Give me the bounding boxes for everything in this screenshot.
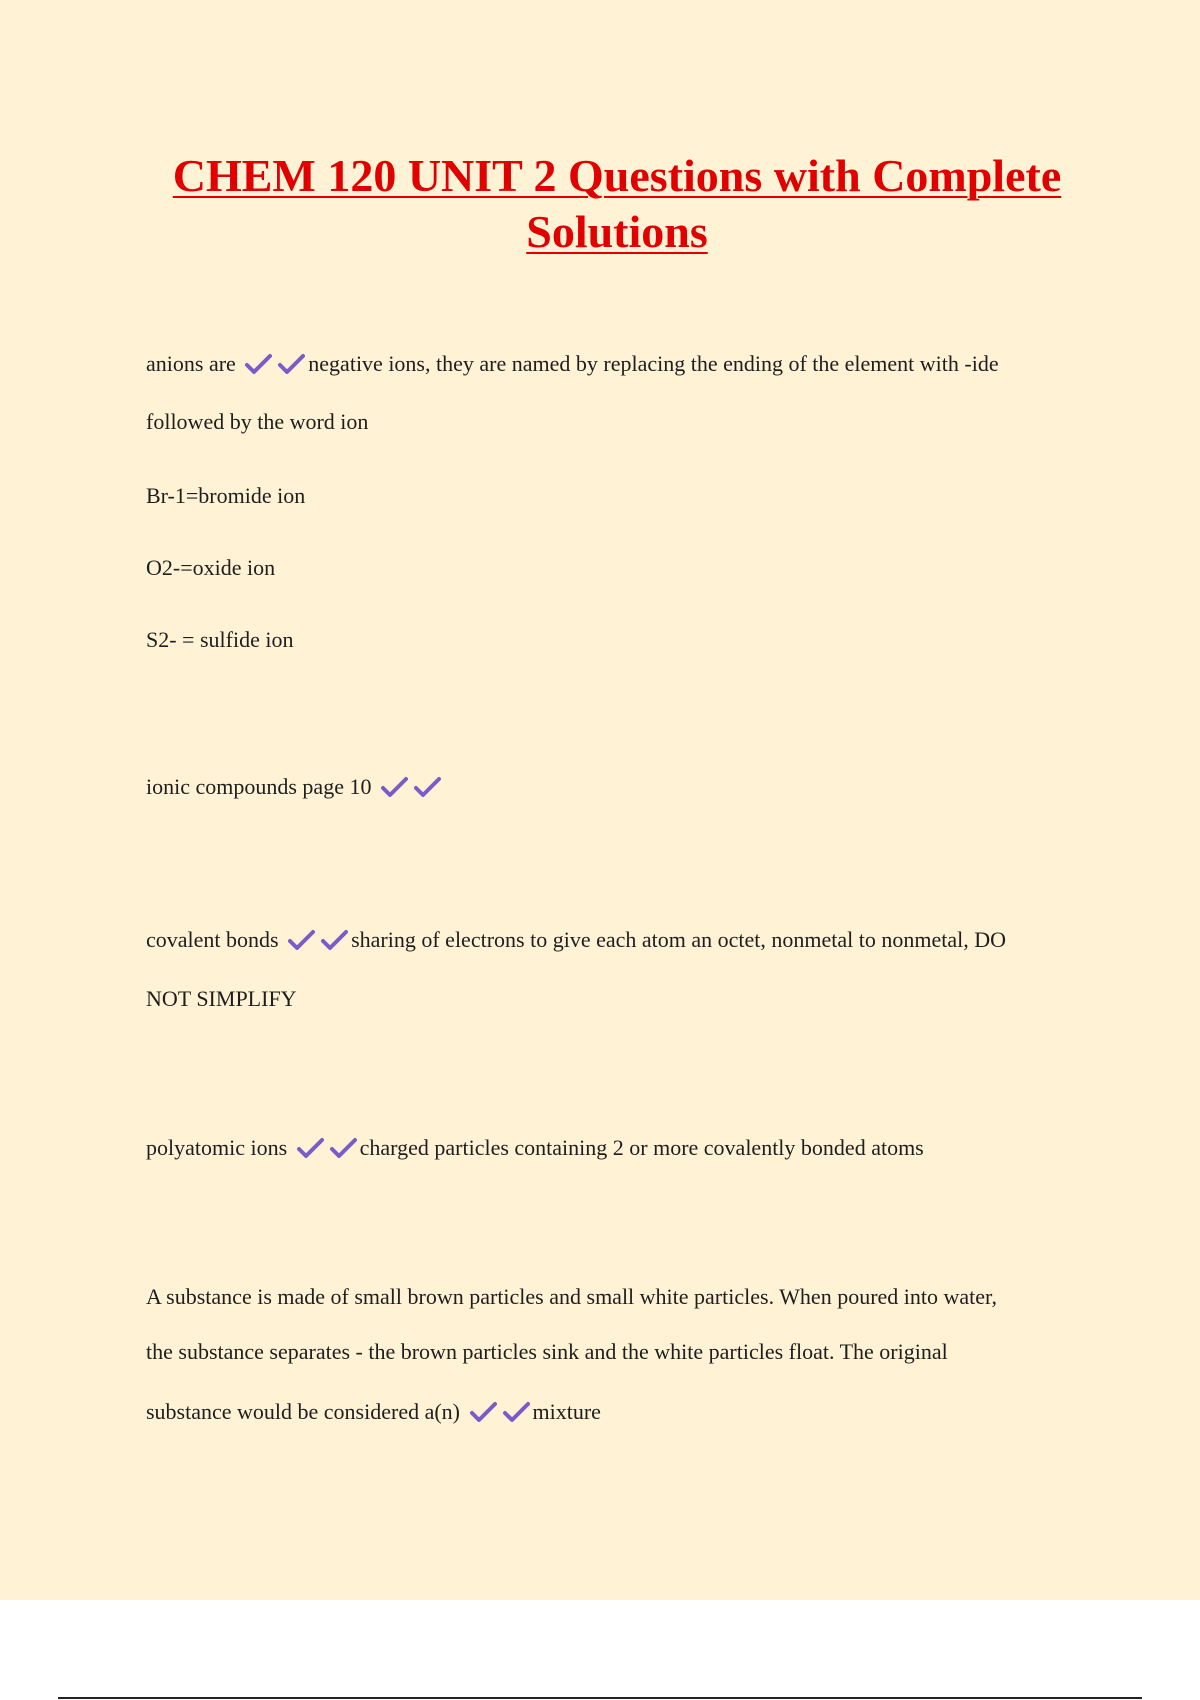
question-text: ionic compounds page 10	[146, 774, 372, 799]
answer-text: charged particles containing 2 or more covalently bonded atoms	[359, 1135, 924, 1160]
qa-substance-line1: A substance is made of small brown particles and small white particles. When poured into water,	[146, 1284, 997, 1309]
qa-substance-line3	[146, 1397, 601, 1427]
answer-continuation: NOT SIMPLIFY	[146, 986, 297, 1011]
answer-continuation: followed by the word ion	[146, 409, 369, 434]
checkmark-icon	[414, 776, 441, 798]
example-oxide: O2-=oxide ion	[146, 555, 276, 580]
answer-text: sharing of electrons to give each atom an octet, nonmetal to nonmetal, DO	[351, 927, 1007, 952]
question-text: substance would be considered a(n)	[146, 1399, 461, 1424]
question-text: polyatomic ions	[146, 1135, 288, 1160]
answer-text: negative ions, they are named by replacing the ending of the element with -ide	[308, 351, 999, 376]
checkmark-icon	[330, 1137, 357, 1159]
checkmark-icon	[321, 929, 348, 951]
checkmark-icon	[245, 353, 272, 375]
qa-covalent-line1	[146, 925, 1006, 955]
checkmark-icon	[297, 1137, 324, 1159]
checkmark-icon	[278, 353, 305, 375]
example-sulfide: S2- = sulfide ion	[146, 627, 294, 652]
qa-substance-line2: the substance separates - the brown particles sink and the white particles float. The original	[146, 1339, 948, 1364]
qa-ionic-compounds	[146, 772, 441, 802]
checkmark-icon	[470, 1401, 497, 1423]
qa-polyatomic	[146, 1133, 924, 1163]
checkmark-icon	[288, 929, 315, 951]
qa-anions-line1	[146, 349, 999, 379]
question-text: covalent bonds	[146, 927, 279, 952]
answer-text: mixture	[532, 1399, 601, 1424]
question-text: anions are	[146, 351, 236, 376]
checkmark-icon	[381, 776, 408, 798]
footer-divider	[58, 1697, 1142, 1699]
document-title: CHEM 120 UNIT 2 Questions with Complete Solutions	[172, 150, 1062, 257]
example-bromide: Br-1=bromide ion	[146, 483, 306, 508]
checkmark-icon	[503, 1401, 530, 1423]
